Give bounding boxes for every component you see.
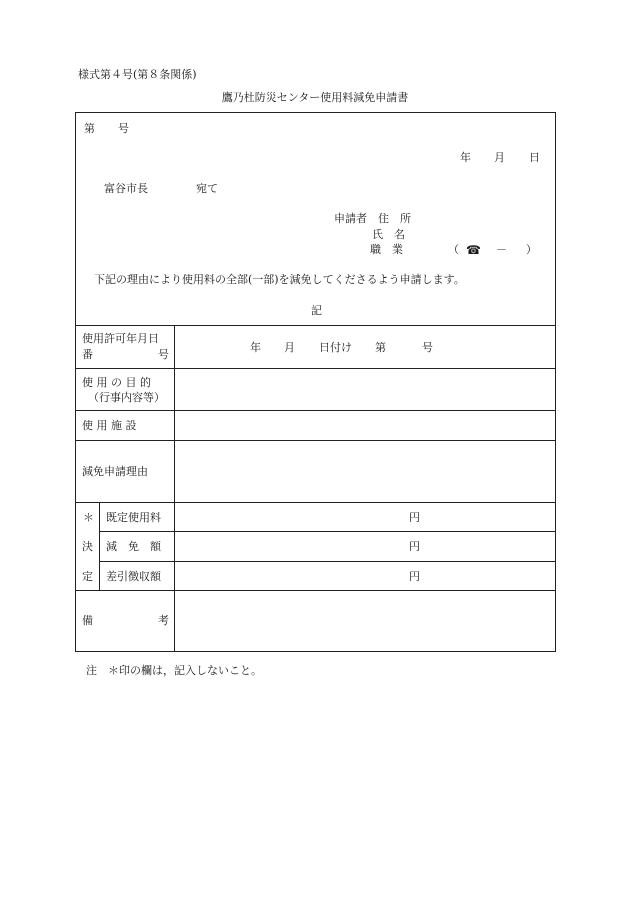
row-divider [99, 531, 556, 532]
footnote: 注 ＊印の欄は，記入しないこと。 [86, 664, 262, 677]
row-divider [75, 440, 556, 441]
row-divider [75, 590, 556, 591]
addressed-to: 宛て [196, 182, 218, 195]
decision-asterisk: ＊ [83, 511, 94, 524]
date-month-label: 月 [494, 151, 505, 164]
date-year-label: 年 [460, 151, 471, 164]
remarks-char-2: 考 [158, 614, 169, 627]
phone-dash: － [496, 243, 507, 256]
standard-fee-label: 既定使用料 [106, 511, 161, 524]
standard-fee-yen: 円 [409, 511, 420, 524]
row-divider [75, 368, 556, 369]
permit-date-label: 使用許可年月日 [82, 332, 159, 345]
purpose-sublabel: （行事内容等） [88, 391, 165, 404]
permit-no-prefix: 第 [375, 341, 386, 354]
collected-amount-label: 差引徴収額 [106, 570, 161, 583]
permit-number-label-right: 号 [158, 348, 169, 361]
remarks-char-1: 備 [82, 614, 93, 627]
decision-char-1: 決 [82, 540, 93, 553]
date-day-label: 日 [529, 151, 540, 164]
permit-year: 年 [250, 341, 261, 354]
phone-paren-open: （ [448, 243, 459, 256]
reason-label: 減免申請理由 [82, 465, 148, 478]
row-divider [75, 325, 556, 326]
applicant-label: 申請者 [334, 212, 367, 225]
row-divider [75, 410, 556, 411]
permit-month: 月 [284, 341, 295, 354]
request-statement: 下記の理由により使用料の全部(一部)を減免してくださるよう申請します。 [94, 273, 465, 286]
address-label: 住 所 [378, 212, 411, 225]
recipient-name: 富谷市長 [104, 182, 148, 195]
name-label: 氏 名 [372, 228, 405, 241]
collected-amount-yen: 円 [409, 570, 420, 583]
form-number-label: 様式第４号(第８条関係) [78, 68, 197, 81]
row-divider [99, 561, 556, 562]
permit-no-suffix: 号 [422, 341, 433, 354]
permit-dated: 日付け [319, 341, 352, 354]
telephone-icon: ☎ [466, 243, 481, 257]
occupation-label: 職 業 [370, 243, 403, 256]
reduction-amount-label: 減 免 額 [106, 540, 161, 553]
row-divider [75, 502, 556, 503]
purpose-label: 使 用 の 目 的 [82, 376, 151, 389]
column-divider [99, 502, 100, 590]
column-divider [174, 325, 175, 652]
number-suffix: 号 [118, 122, 129, 135]
ki-mark: 記 [311, 304, 322, 317]
phone-paren-close: ） [526, 243, 537, 256]
document-title: 鷹乃杜防災センター使用料減免申請書 [221, 91, 409, 104]
facility-label: 使 用 施 設 [82, 419, 137, 432]
reduction-amount-yen: 円 [409, 540, 420, 553]
decision-char-2: 定 [82, 570, 93, 583]
permit-number-label-left: 番 [82, 348, 93, 361]
number-prefix: 第 [84, 122, 95, 135]
